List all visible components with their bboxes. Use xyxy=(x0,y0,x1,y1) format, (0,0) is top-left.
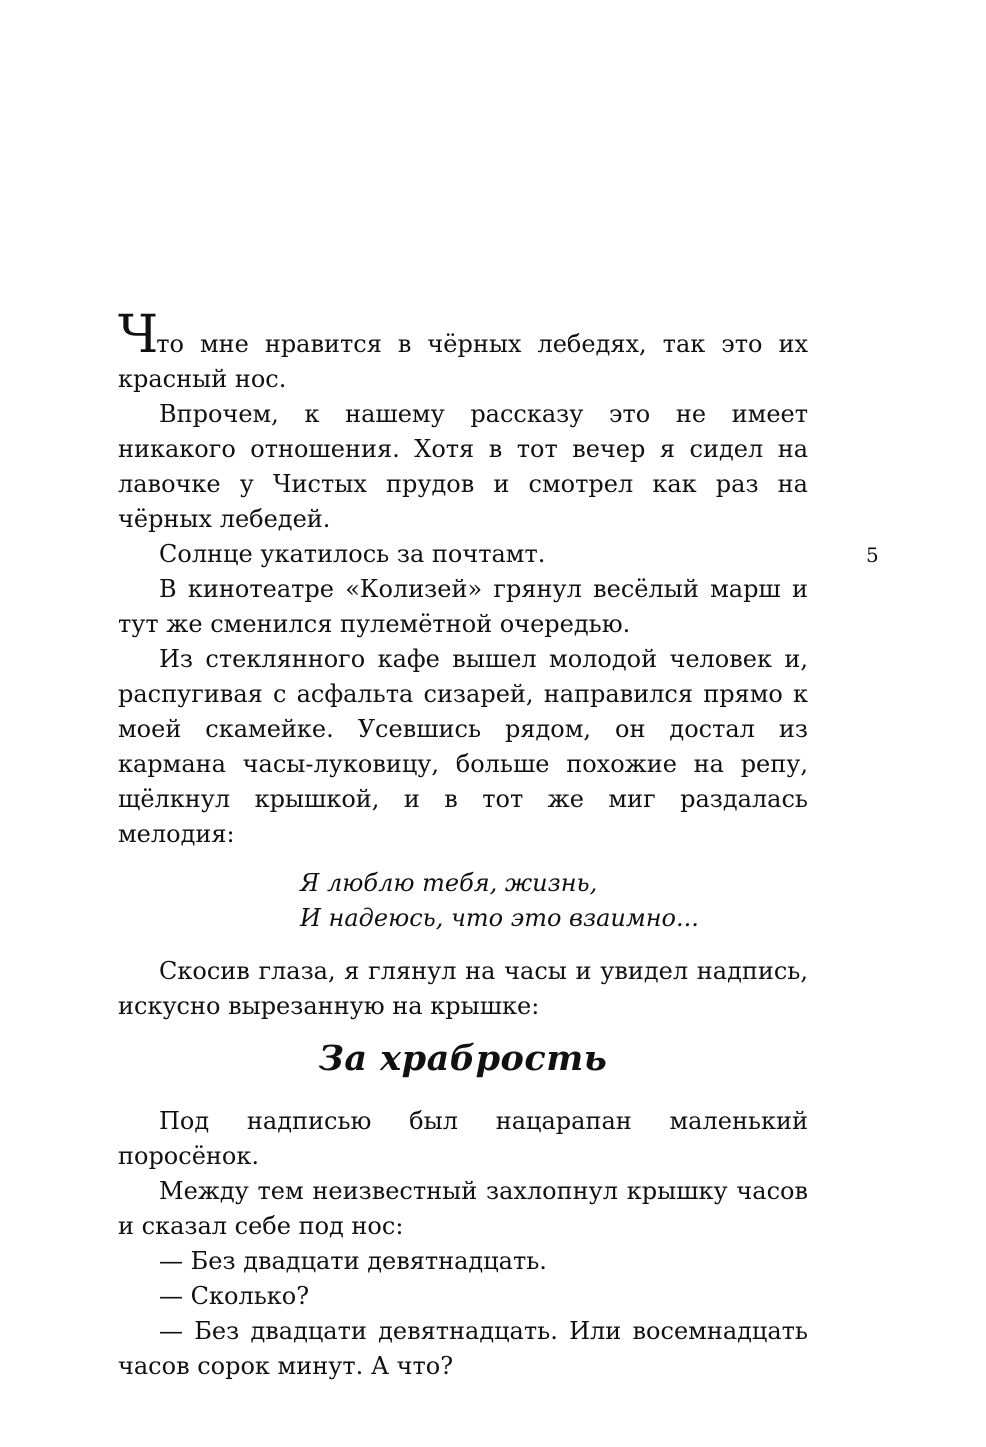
verse-line: Я люблю тебя, жизнь, xyxy=(300,869,598,897)
paragraph: Под надписью был нацарапан маленький поросёнок. xyxy=(118,1107,808,1170)
paragraph: Между тем неизвестный захлопнул крышку часов и сказал себе под нос: xyxy=(118,1177,808,1240)
paragraph: Из стеклянного кафе вышел молодой человек и, распугивая с асфальта сизарей, направился прямо к моей скамейке. Усевшись рядом, он достал из кармана часы-луковицу, больше похожие на репу, щёлкнул крышкой, и в тот же миг раздалась мелодия: xyxy=(118,645,808,848)
dialogue-line: — Сколько? xyxy=(159,1282,310,1310)
paragraph-opening xyxy=(118,305,808,397)
paragraph-opening-text: то мне нравится в чёрных лебедях, так это их красный нос. xyxy=(118,330,808,393)
paragraph: Солнце укатилось за почтамт. xyxy=(159,540,546,568)
dialogue-line: — Без двадцати девятнадцать. Или восемнадцать часов сорок минут. А что? xyxy=(118,1317,808,1380)
drop-cap: Ч xyxy=(118,305,159,365)
page-number: 5 xyxy=(866,543,879,567)
paragraph: Скосив глаза, я глянул на часы и увидел надпись, искусно вырезанную на крышке: xyxy=(118,957,808,1020)
paragraph: В кинотеатре «Колизей» грянул весёлый марш и тут же сменился пулемётной очередью. xyxy=(118,575,808,638)
main-text xyxy=(118,305,808,1384)
dialogue-line: — Без двадцати девятнадцать. xyxy=(159,1247,547,1275)
song-verse xyxy=(118,866,808,936)
verse-line: И надеюсь, что это взаимно... xyxy=(300,904,699,932)
paragraph: Впрочем, к нашему рассказу это не имеет никакого отношения. Хотя в тот вечер я сидел на лавочке у Чистых прудов и смотрел как раз на чёрных лебедей. xyxy=(118,400,808,533)
watch-inscription: За храбрость xyxy=(318,1038,608,1079)
